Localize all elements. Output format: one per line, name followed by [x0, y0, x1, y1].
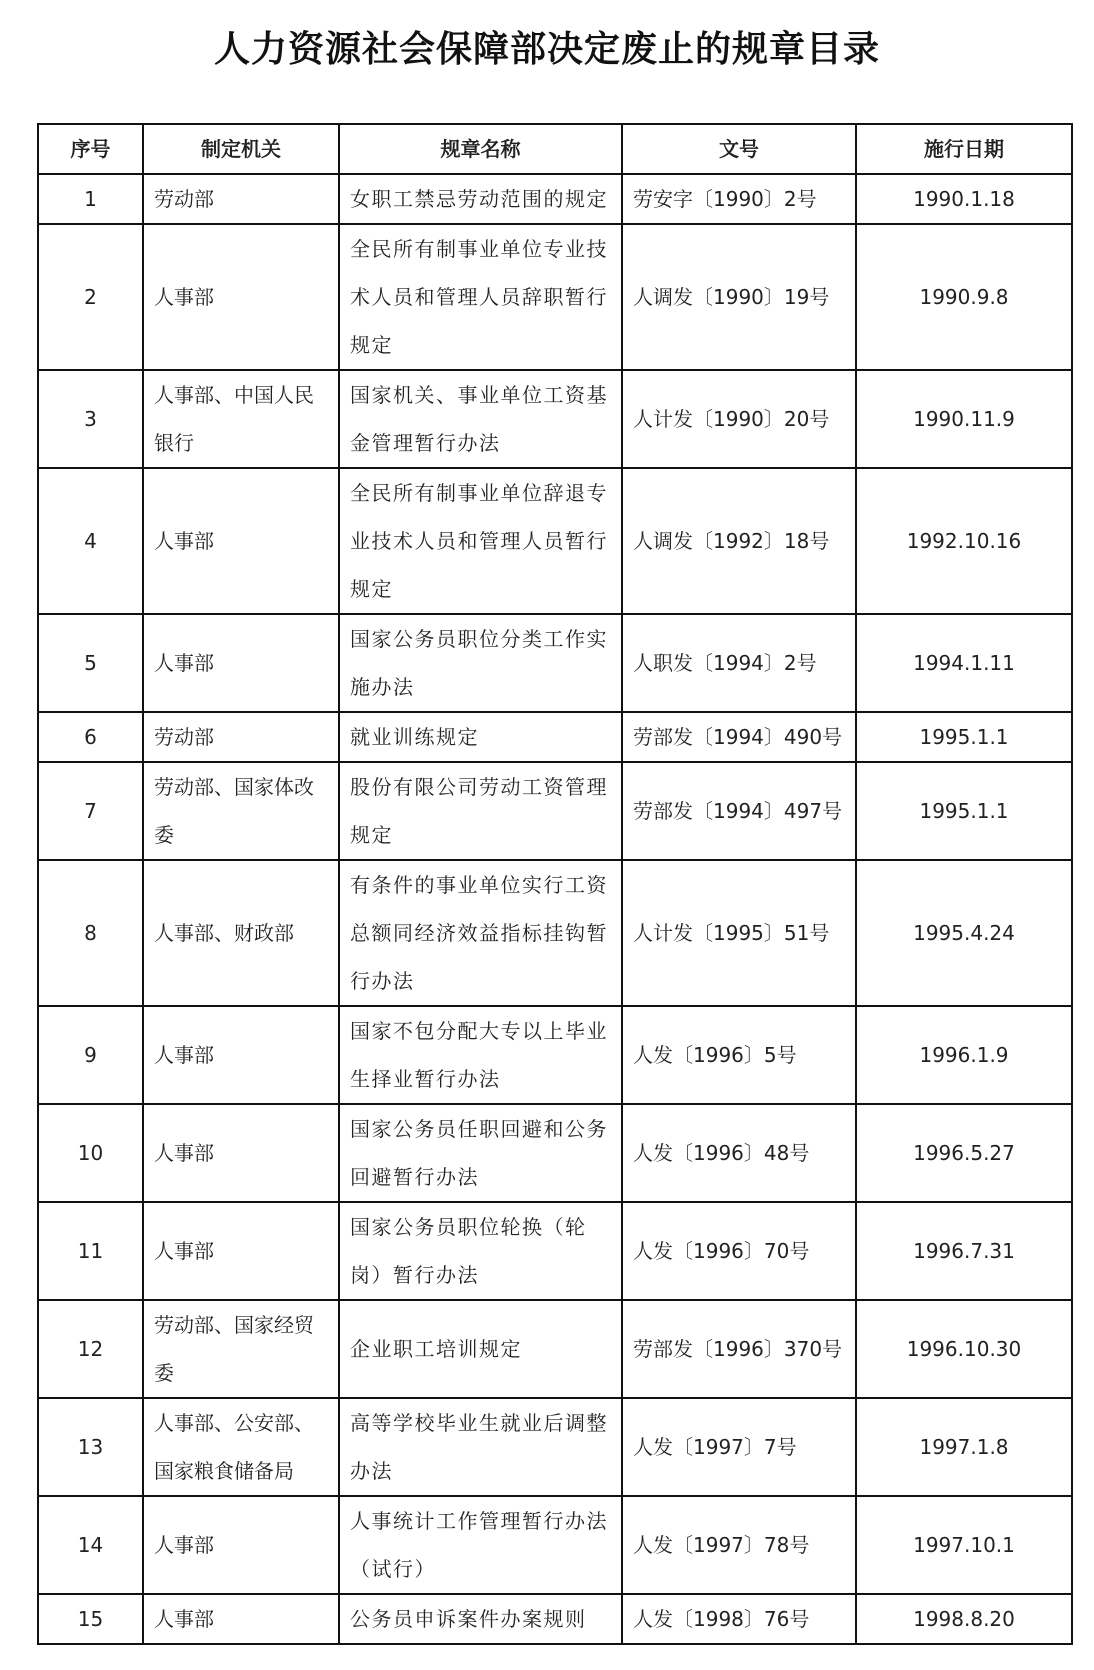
- cell-date: 1997.1.8: [856, 1398, 1072, 1496]
- cell-doc: 人发〔1996〕70号: [622, 1202, 856, 1300]
- header-name: 规章名称: [339, 124, 622, 174]
- cell-name: 有条件的事业单位实行工资总额同经济效益指标挂钩暂行办法: [339, 860, 622, 1006]
- cell-doc: 人计发〔1990〕20号: [622, 370, 856, 468]
- cell-name: 股份有限公司劳动工资管理规定: [339, 762, 622, 860]
- cell-no: 12: [38, 1300, 143, 1398]
- cell-name: 国家机关、事业单位工资基金管理暂行办法: [339, 370, 622, 468]
- cell-date: 1996.10.30: [856, 1300, 1072, 1398]
- cell-doc: 人调发〔1992〕18号: [622, 468, 856, 614]
- cell-org: 劳动部: [143, 174, 339, 224]
- cell-date: 1990.1.18: [856, 174, 1072, 224]
- cell-doc: 人发〔1996〕5号: [622, 1006, 856, 1104]
- table-row: [38, 174, 1072, 224]
- cell-date: 1992.10.16: [856, 468, 1072, 614]
- cell-no: 15: [38, 1594, 143, 1644]
- table-row: [38, 468, 1072, 614]
- cell-name: 全民所有制事业单位辞退专业技术人员和管理人员暂行规定: [339, 468, 622, 614]
- cell-date: 1995.1.1: [856, 762, 1072, 860]
- table-row: [38, 1300, 1072, 1398]
- cell-name: 人事统计工作管理暂行办法（试行）: [339, 1496, 622, 1594]
- cell-name: 全民所有制事业单位专业技术人员和管理人员辞职暂行规定: [339, 224, 622, 370]
- cell-doc: 人发〔1998〕76号: [622, 1594, 856, 1644]
- cell-no: 3: [38, 370, 143, 468]
- cell-no: 4: [38, 468, 143, 614]
- table-row: [38, 370, 1072, 468]
- cell-org: 人事部、公安部、国家粮食储备局: [143, 1398, 339, 1496]
- cell-no: 8: [38, 860, 143, 1006]
- cell-date: 1996.1.9: [856, 1006, 1072, 1104]
- table-row: [38, 1496, 1072, 1594]
- table-row: [38, 1202, 1072, 1300]
- cell-doc: 劳部发〔1994〕497号: [622, 762, 856, 860]
- cell-no: 13: [38, 1398, 143, 1496]
- cell-name: 企业职工培训规定: [339, 1300, 622, 1398]
- cell-org: 人事部、财政部: [143, 860, 339, 1006]
- cell-no: 1: [38, 174, 143, 224]
- cell-org: 人事部: [143, 1594, 339, 1644]
- table-row: [38, 860, 1072, 1006]
- cell-date: 1996.7.31: [856, 1202, 1072, 1300]
- cell-doc: 人调发〔1990〕19号: [622, 224, 856, 370]
- cell-date: 1990.9.8: [856, 224, 1072, 370]
- table-row: [38, 1104, 1072, 1202]
- cell-org: 人事部: [143, 1006, 339, 1104]
- cell-doc: 人计发〔1995〕51号: [622, 860, 856, 1006]
- cell-org: 人事部: [143, 468, 339, 614]
- cell-no: 9: [38, 1006, 143, 1104]
- rules-table: [37, 123, 1073, 1645]
- cell-doc: 人发〔1997〕78号: [622, 1496, 856, 1594]
- table-row: [38, 1594, 1072, 1644]
- cell-date: 1998.8.20: [856, 1594, 1072, 1644]
- header-date: 施行日期: [856, 124, 1072, 174]
- table-row: [38, 762, 1072, 860]
- cell-name: 国家公务员职位轮换（轮岗）暂行办法: [339, 1202, 622, 1300]
- cell-name: 女职工禁忌劳动范围的规定: [339, 174, 622, 224]
- cell-name: 国家不包分配大专以上毕业生择业暂行办法: [339, 1006, 622, 1104]
- header-no: 序号: [38, 124, 143, 174]
- cell-no: 2: [38, 224, 143, 370]
- cell-date: 1990.11.9: [856, 370, 1072, 468]
- table-row: [38, 614, 1072, 712]
- cell-org: 人事部: [143, 1496, 339, 1594]
- table-row: [38, 1006, 1072, 1104]
- cell-org: 劳动部: [143, 712, 339, 762]
- cell-date: 1996.5.27: [856, 1104, 1072, 1202]
- cell-date: 1997.10.1: [856, 1496, 1072, 1594]
- cell-org: 人事部: [143, 224, 339, 370]
- header-org: 制定机关: [143, 124, 339, 174]
- page-title: 人力资源社会保障部决定废止的规章目录: [213, 29, 880, 70]
- table-header-row: [38, 124, 1072, 174]
- table-row: [38, 224, 1072, 370]
- cell-name: 国家公务员任职回避和公务回避暂行办法: [339, 1104, 622, 1202]
- cell-doc: 人职发〔1994〕2号: [622, 614, 856, 712]
- cell-date: 1994.1.11: [856, 614, 1072, 712]
- cell-org: 人事部: [143, 1202, 339, 1300]
- table-row: [38, 712, 1072, 762]
- cell-doc: 劳安字〔1990〕2号: [622, 174, 856, 224]
- cell-no: 6: [38, 712, 143, 762]
- cell-doc: 人发〔1996〕48号: [622, 1104, 856, 1202]
- cell-doc: 劳部发〔1996〕370号: [622, 1300, 856, 1398]
- cell-date: 1995.1.1: [856, 712, 1072, 762]
- cell-org: 劳动部、国家经贸委: [143, 1300, 339, 1398]
- cell-no: 7: [38, 762, 143, 860]
- cell-doc: 人发〔1997〕7号: [622, 1398, 856, 1496]
- cell-org: 劳动部、国家体改委: [143, 762, 339, 860]
- table-row: [38, 1398, 1072, 1496]
- cell-name: 国家公务员职位分类工作实施办法: [339, 614, 622, 712]
- cell-org: 人事部、中国人民银行: [143, 370, 339, 468]
- cell-org: 人事部: [143, 1104, 339, 1202]
- cell-doc: 劳部发〔1994〕490号: [622, 712, 856, 762]
- header-doc: 文号: [622, 124, 856, 174]
- cell-name: 公务员申诉案件办案规则: [339, 1594, 622, 1644]
- cell-date: 1995.4.24: [856, 860, 1072, 1006]
- cell-no: 14: [38, 1496, 143, 1594]
- cell-name: 高等学校毕业生就业后调整办法: [339, 1398, 622, 1496]
- cell-no: 10: [38, 1104, 143, 1202]
- cell-no: 11: [38, 1202, 143, 1300]
- cell-name: 就业训练规定: [339, 712, 622, 762]
- cell-org: 人事部: [143, 614, 339, 712]
- cell-no: 5: [38, 614, 143, 712]
